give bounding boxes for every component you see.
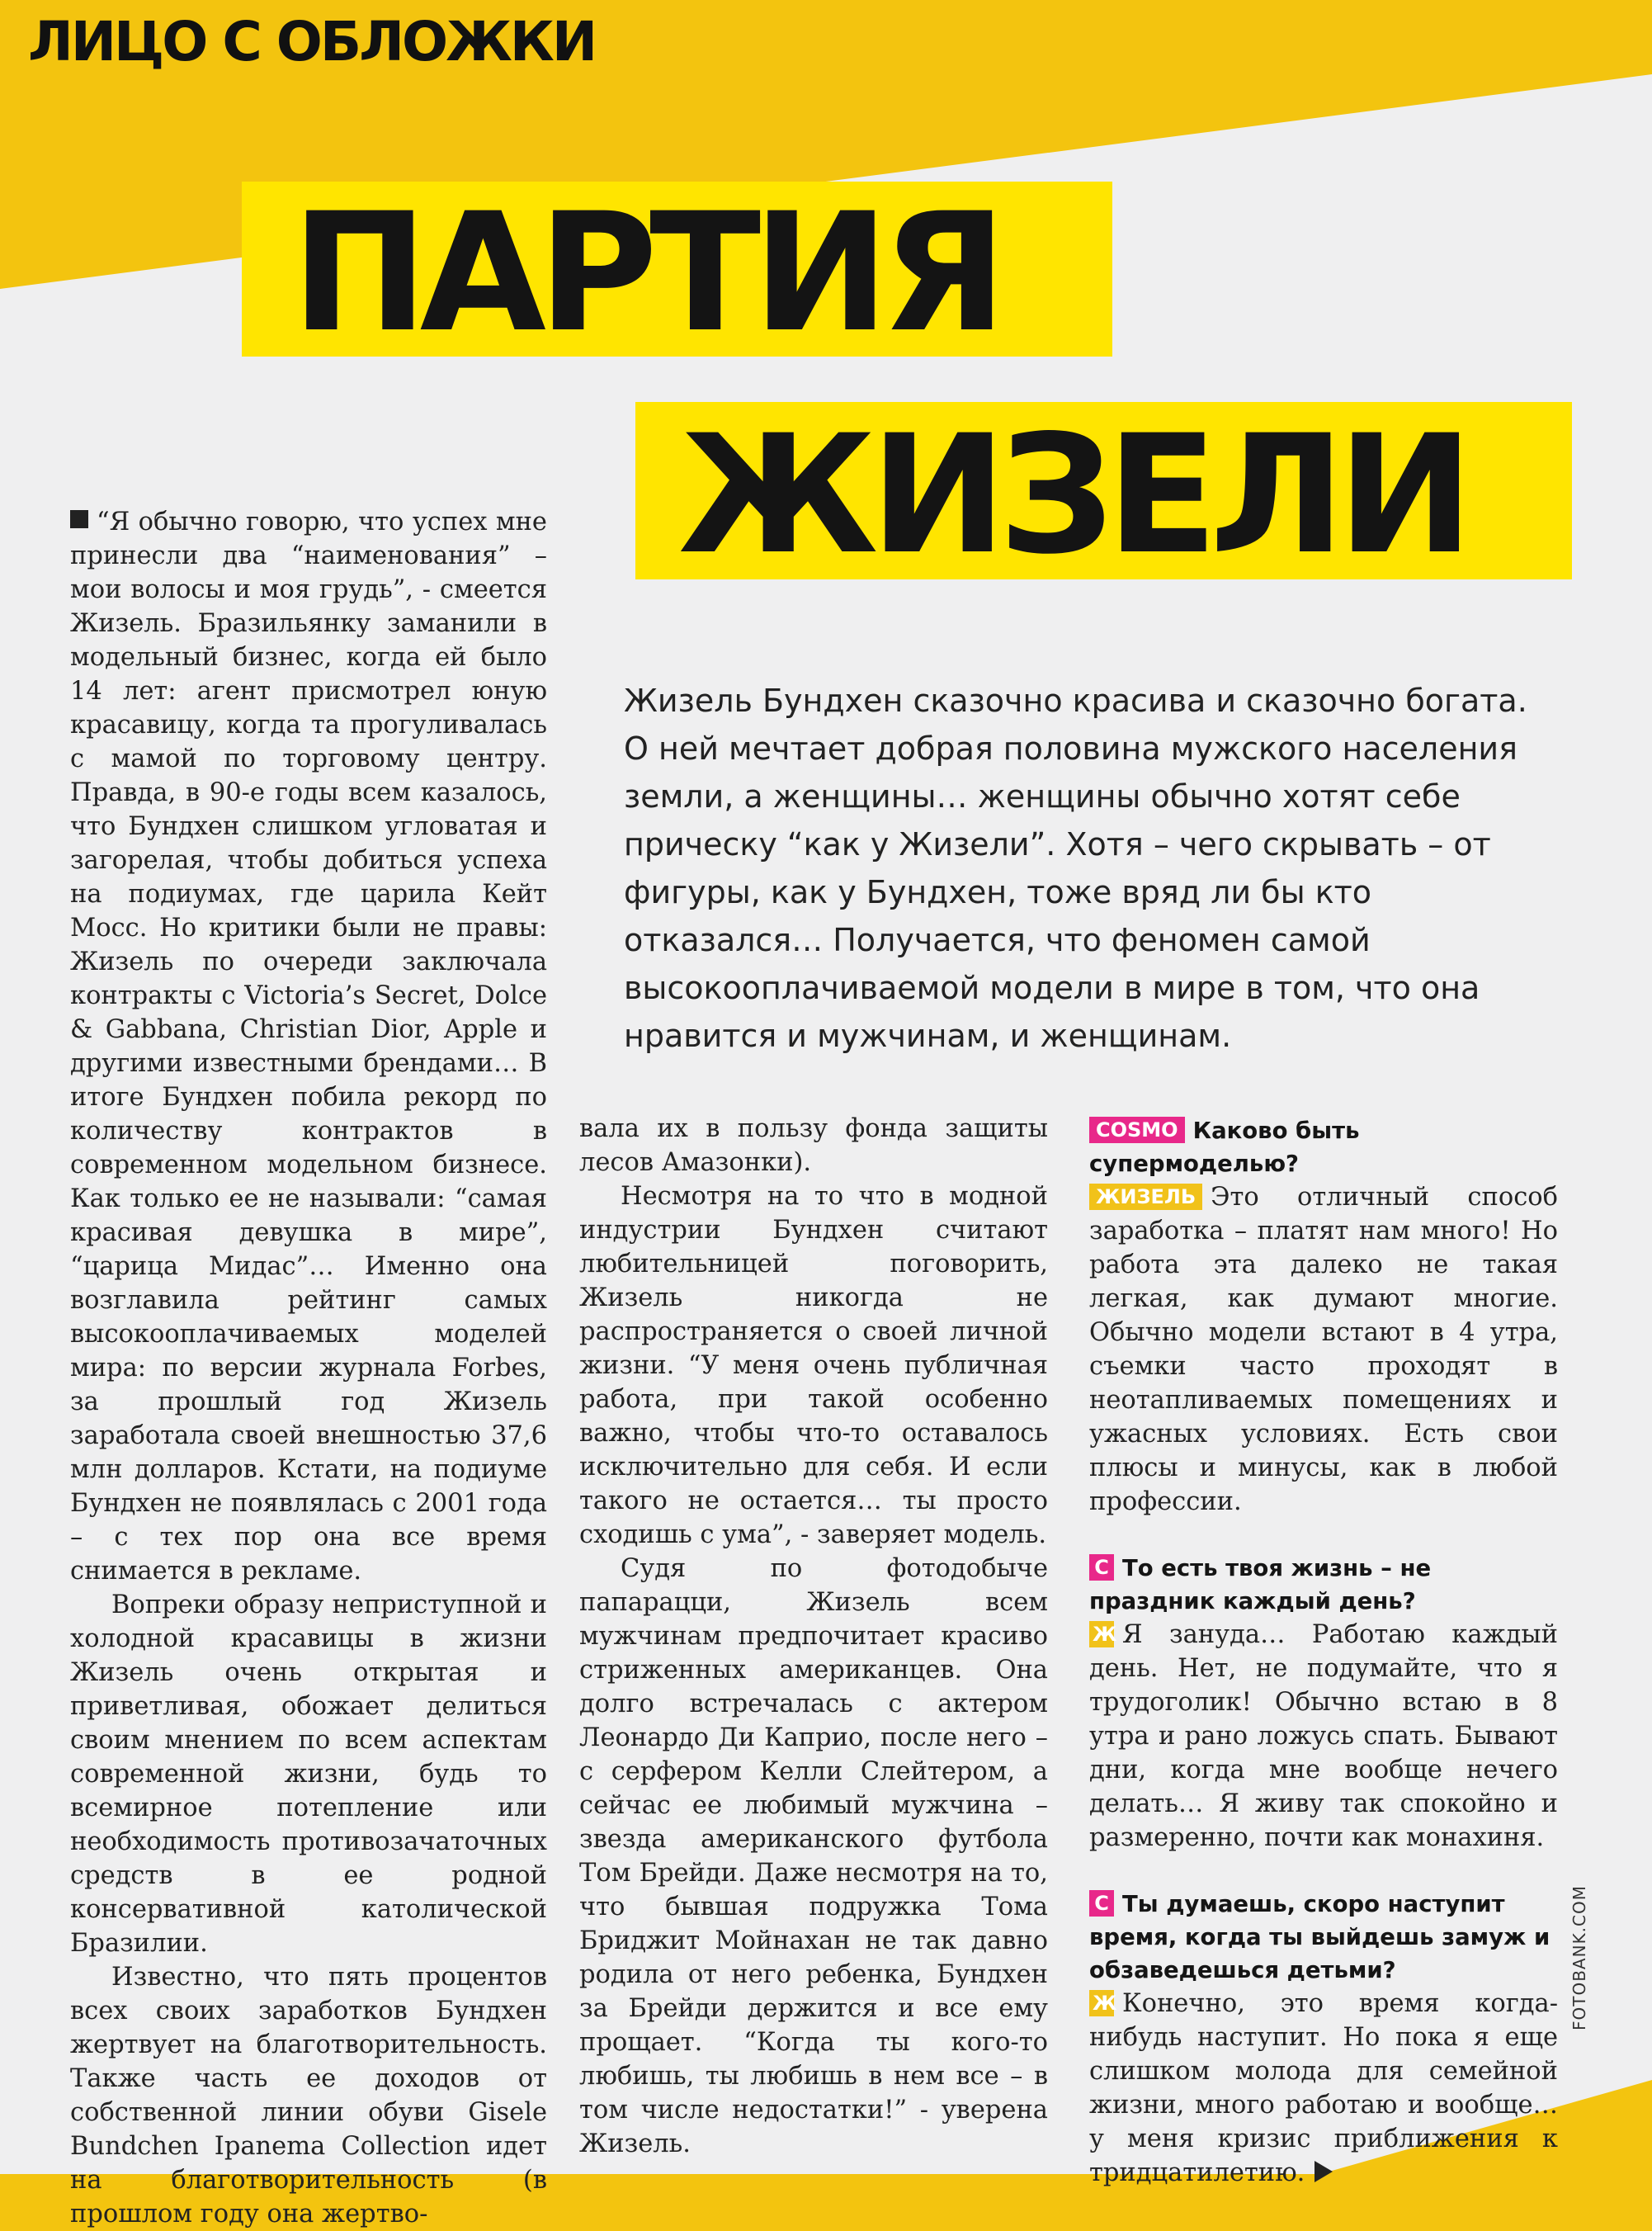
article-column-2 [579, 1112, 1048, 2161]
cosmo-tag: COSMO [1089, 1117, 1185, 1143]
zh-tag: Ж [1089, 1990, 1114, 2016]
continue-arrow-icon [1315, 2161, 1333, 2182]
paragraph: Вопреки образу неприступной и холодной красавицы в жизни Жизель очень открытая и приветливая, обожает делиться своим мнением по всем аспектам современной жизни, будь то всемирное потепление или необходимость противозачаточных средств в ее родной консервативной католической Бразилии. [70, 1591, 547, 1958]
photo-credit: FOTOBANK.COM [1569, 1884, 1589, 2030]
section-label: ЛИЦО С ОБЛОЖКИ [28, 10, 596, 73]
paragraph: Несмотря на то что в модной индустрии Бундхен считают любительницей поговорить, Жизель никогда не распространяется о своей личной жизни. “У меня очень публичная работа, при такой особенно важно, чтобы что-то оставалось исключительно для себя. И если такого не остается… ты просто сходишь с ума”, - заверяет модель. [579, 1182, 1048, 1549]
answer: Я зануда… Работаю каждый день. Нет, не подумайте, что я трудоголик! Обычно встаю в 8 утра и рано ложусь спать. Бывают дни, когда мне вообще нечего делать… Я живу так спокойно и размеренно, почти как монахиня. [1089, 1620, 1558, 1852]
gisele-tag: ЖИЗЕЛЬ [1089, 1184, 1202, 1210]
lead-paragraph: Жизель Бундхен сказочно красива и сказочно богата. О ней мечтает добрая половина мужского населения земли, а женщины… женщины обычно хотят себе прическу “как у Жизели”. Хотя – чего скрывать – от фигуры, как у Бундхен, тоже вряд ли бы кто отказался… Получается, что феномен самой высокооплачиваемой модели в мире в том, что она нравится и мужчинам, и женщинам. [624, 683, 1527, 1054]
c-tag: C [1089, 1554, 1114, 1581]
question: Каково быть супермоделью? [1089, 1118, 1360, 1177]
paragraph: “Я обычно говорю, что успех мне принесли два “наименования” – мои волосы и моя грудь”, - смеется Жизель. Бразильянку заманили в модельный бизнес, когда ей было 14 лет: агент присмотрел юную красавицу, когда та прогуливалась с мамой по торговому центру. Правда, в 90-е годы всем казалось, что Бундхен слишком угловатая и загорелая, чтобы добиться успеха на подиумах, где царила Кейт Мосс. Но критики были не правы: Жизель по очереди заключала контракты с Victoria’s Secret, Dolce & Gabbana, Christian Dior, Apple и другими известными брендами… В итоге Бундхен побила рекорд по количеству контрактов в современном модельном бизнесе. Как только ее не называли: “самая красивая девушка в мире”, “царица Мидас”… Именно она возглавила рейтинг самых высокооплачиваемых моделей мира: по версии журнала Forbes, за прошлый год Жизель заработала своей внешностью 37,6 млн долларов. Кстати, на подиуме Бундхен не появлялась с 2001 года – с тех пор она все время снимается в рекламе. [70, 508, 547, 1586]
interview-item [1089, 1888, 1558, 2190]
article-column-1 [70, 505, 547, 2231]
zh-tag: Ж [1089, 1621, 1114, 1647]
paragraph: вала их в пользу фонда защиты лесов Амазонки). [579, 1114, 1048, 1177]
answer: Конечно, это время когда-нибудь наступит. Но пока я еще слишком молода для семейной жизни, много работаю и вообще… у меня кризис приближения к тридцатилетию. [1089, 1989, 1558, 2187]
c-tag: C [1089, 1890, 1114, 1917]
paragraph: Судя по фотодобыче папарацци, Жизель всем мужчинам предпочитает красиво стриженных американцев. Она долго встречалась с актером Леонардо Ди Каприо, после него – с серфером Келли Слейтером, а сейчас ее любимый мужчина – звезда американского футбола Том Брейди. Даже несмотря на то, что бывшая подружка Тома Бриджит Мойнахан не так давно родила от него ребенка, Бундхен за Брейди держится и все ему прощает. “Когда ты кого-то любишь, ты любишь в нем все – в том числе недостатки!” - уверена Жизель. [579, 1554, 1048, 2158]
question: То есть твоя жизнь – не праздник каждый день? [1089, 1555, 1432, 1614]
interview-item [1089, 1552, 1558, 1855]
headline-line-1: ПАРТИЯ [242, 182, 1112, 357]
interview-column [1089, 1114, 1558, 2223]
headline-line-2: ЖИЗЕЛИ [635, 402, 1572, 579]
paragraph: Известно, что пять процентов всех своих заработков Бундхен жертвует на благотворительность. Также часть ее доходов от собственной линии обуви Gisele Bundchen Ipanema Collection идет на благотворительность (в прошлом году она жертво- [70, 1963, 547, 2229]
square-bullet-icon [70, 510, 88, 528]
interview-item [1089, 1114, 1558, 1519]
answer: Это отличный способ заработка – платят нам много! Но работа эта далеко не такая легкая, как думают многие. Обычно модели встают в 4 утра, съемки часто проходят в неотапливаемых помещениях и ужасных условиях. Есть свои плюсы и минусы, как в любой профессии. [1089, 1183, 1558, 1516]
question: Ты думаешь, скоро наступит время, когда ты выйдешь замуж и обзаведешься детьми? [1089, 1891, 1551, 1983]
